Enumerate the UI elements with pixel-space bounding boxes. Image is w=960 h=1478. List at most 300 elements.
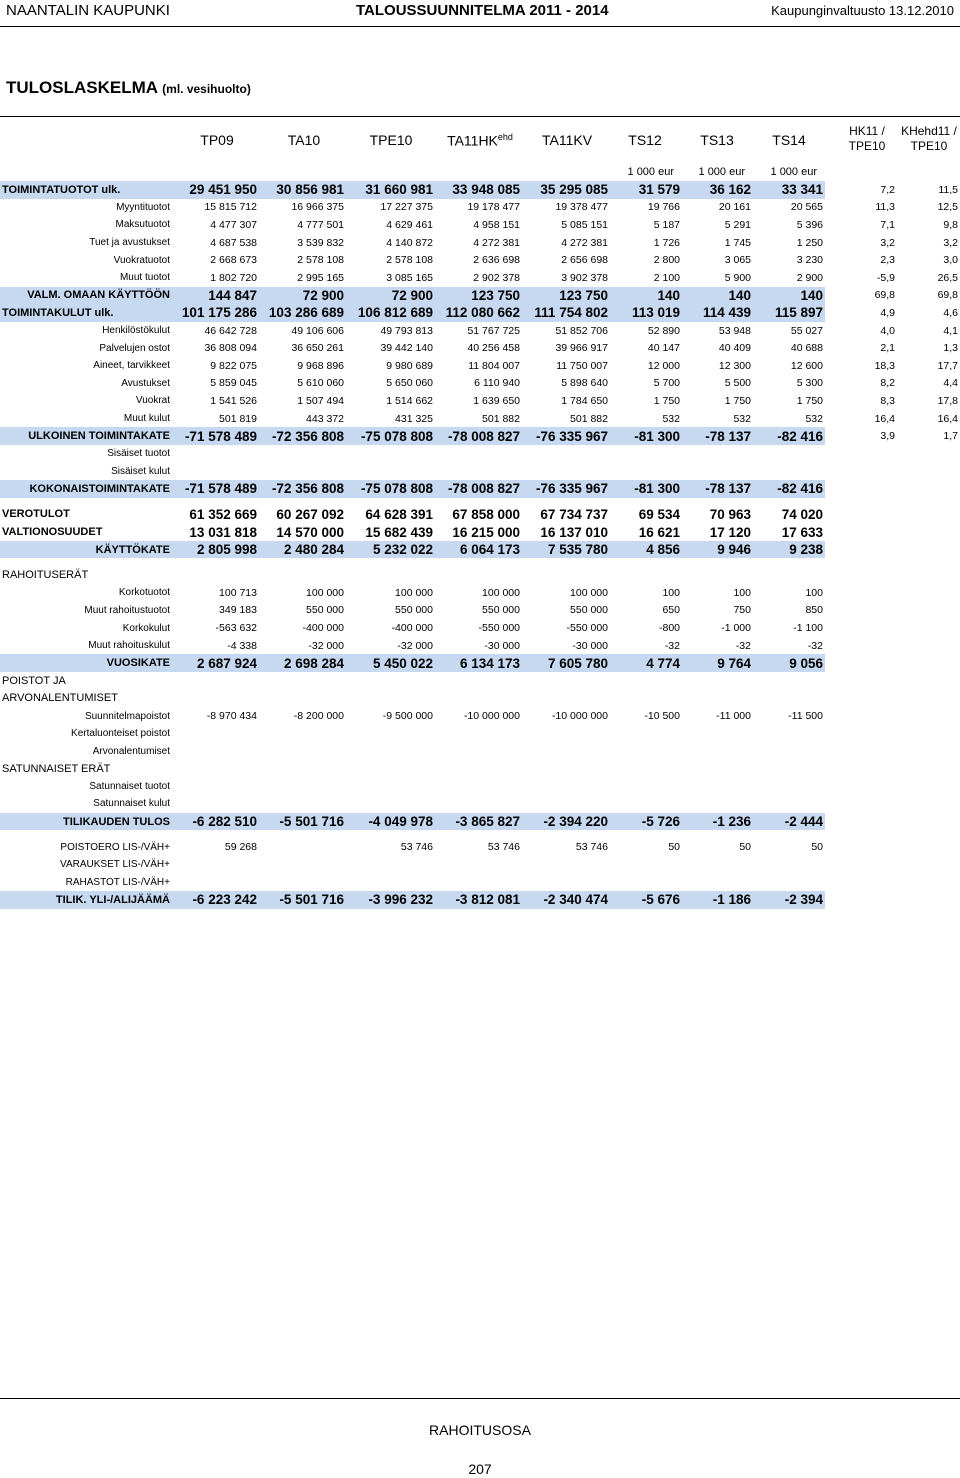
value-cell-tp09: 2 668 673 <box>210 254 257 267</box>
table-row <box>0 463 960 481</box>
value-cell-tp09: 36 808 094 <box>204 342 257 355</box>
value-cell-ta11kv <box>522 690 610 708</box>
value-cell-ta10: -5 501 716 <box>259 891 346 909</box>
ratio-hk11-cell <box>825 637 897 655</box>
ratio-khehd11-cell: 4,4 <box>943 377 958 390</box>
ratio-hk11-cell <box>825 742 897 760</box>
value-cell-ta11hk <box>435 874 522 892</box>
value-cell-tpe10: 4 629 461 <box>386 218 433 231</box>
value-cell-ta11kv: 19 378 477 <box>555 201 608 214</box>
value-cell-tpe10: -75 078 808 <box>346 480 435 498</box>
row-label: Muut tuotot <box>119 272 170 284</box>
table-row <box>0 742 960 760</box>
value-cell-ta11hk <box>435 856 522 874</box>
ratio-hk11-cell <box>825 541 897 559</box>
value-cell-tpe10: -75 078 808 <box>346 427 435 445</box>
row-label: TOIMINTAKULUT ulk. <box>0 304 172 322</box>
page-number: 207 <box>468 1461 492 1477</box>
table-row <box>0 216 960 234</box>
table-row <box>0 199 960 217</box>
table-row <box>0 410 960 428</box>
value-cell-ta11kv: 39 966 917 <box>555 342 608 355</box>
ratio-header-hk11: HK11 / TPE10 <box>848 124 886 153</box>
value-cell-ta10 <box>259 445 346 463</box>
value-cell-ta10: 5 610 060 <box>297 377 344 390</box>
value-cell-ts12: 532 <box>662 412 680 425</box>
value-cell-tpe10: -9 500 000 <box>382 710 433 723</box>
value-cell-ts14: 33 341 <box>753 181 825 199</box>
value-cell-tpe10: -400 000 <box>391 622 433 635</box>
page-title <box>6 78 251 98</box>
value-cell-ts12 <box>610 795 682 813</box>
value-cell-ts13 <box>682 445 753 463</box>
value-cell-tpe10 <box>346 760 435 778</box>
value-cell-ts13: 5 291 <box>724 218 751 231</box>
value-cell-ts13: -78 137 <box>682 480 753 498</box>
income-statement-body <box>0 181 960 909</box>
value-cell-ta11kv: 111 754 802 <box>522 304 610 322</box>
ratio-khehd11-cell: 26,5 <box>937 271 958 284</box>
value-cell-ts14 <box>753 725 825 743</box>
value-cell-ts14 <box>753 874 825 892</box>
value-cell-ta10: 2 698 284 <box>259 654 346 672</box>
table-row <box>0 304 960 322</box>
value-cell-tp09: -6 223 242 <box>172 891 259 909</box>
title-main: TULOSLASKELMA <box>6 78 158 97</box>
value-cell-ts13: 70 963 <box>709 506 751 522</box>
value-cell-ta10 <box>259 874 346 892</box>
value-cell-ts13: 36 162 <box>682 181 753 199</box>
unit-label-ts14: 1 000 eur <box>770 166 817 178</box>
value-cell-ta10: -32 000 <box>308 639 344 652</box>
value-cell-ta10: -5 501 716 <box>259 813 346 831</box>
value-cell-ta11kv: 51 852 706 <box>555 324 608 337</box>
value-cell-ta10: 4 777 501 <box>297 218 344 231</box>
row-label: Aineet, tarvikkeet <box>93 360 170 372</box>
value-cell-tp09: 2 805 998 <box>172 541 259 559</box>
value-cell-ts13: 532 <box>733 412 751 425</box>
value-cell-ts12 <box>610 742 682 760</box>
table-row <box>0 891 960 909</box>
value-cell-tpe10: 39 442 140 <box>380 342 433 355</box>
value-cell-ta11kv: 3 902 378 <box>561 271 608 284</box>
value-cell-ts12: 140 <box>610 287 682 305</box>
title-sub: (ml. vesihuolto) <box>162 82 251 96</box>
value-cell-ta11hk <box>435 672 522 690</box>
value-cell-ta11hk: 33 948 085 <box>435 181 522 199</box>
value-cell-ts14: 850 <box>805 604 823 617</box>
table-row <box>0 234 960 252</box>
value-cell-ts14: 1 750 <box>796 394 823 407</box>
ratio-hk11-cell: 4,9 <box>880 306 895 319</box>
value-cell-ta11kv: -76 335 967 <box>522 480 610 498</box>
value-cell-tpe10: 431 325 <box>395 412 433 425</box>
value-cell-ts14 <box>753 445 825 463</box>
value-cell-ts12: 19 766 <box>647 201 680 214</box>
value-cell-ts12 <box>610 566 682 584</box>
value-cell-tp09: 13 031 818 <box>189 524 257 540</box>
value-cell-tpe10: 72 900 <box>346 287 435 305</box>
value-cell-ts13 <box>682 725 753 743</box>
value-cell-ta10 <box>259 742 346 760</box>
col-header-ta10: TA10 <box>287 132 321 148</box>
value-cell-ts12 <box>610 874 682 892</box>
value-cell-ta11kv: 16 137 010 <box>540 524 608 540</box>
ratio-header-khehd11: KHehd11 / TPE10 <box>901 124 957 153</box>
value-cell-ts12: 52 890 <box>647 324 680 337</box>
value-cell-ts12: -800 <box>658 622 680 635</box>
value-cell-ts13 <box>682 463 753 481</box>
ratio-khehd11-cell <box>897 813 960 831</box>
value-cell-tpe10: 17 227 375 <box>380 201 433 214</box>
value-cell-tp09: 61 352 669 <box>189 506 257 522</box>
value-cell-ta11hk: 2 636 698 <box>473 254 520 267</box>
value-cell-ta10: 443 372 <box>306 412 344 425</box>
ratio-hk11-cell: 8,2 <box>880 377 895 390</box>
value-cell-tpe10: 64 628 391 <box>365 506 433 522</box>
value-cell-tpe10: 4 140 872 <box>386 236 433 249</box>
value-cell-ta10: 2 578 108 <box>297 254 344 267</box>
ratio-khehd11-cell: 4,1 <box>943 324 958 337</box>
value-cell-ts12: 2 100 <box>653 271 680 284</box>
ratio-khehd11-cell <box>897 619 960 637</box>
ratio-khehd11-cell <box>897 874 960 892</box>
ratio-khehd11-cell: 1,7 <box>943 430 958 443</box>
value-cell-ts13: -1 186 <box>682 891 753 909</box>
row-label: TOIMINTATUOTOT ulk. <box>0 181 172 199</box>
value-cell-ta11hk: 11 804 007 <box>468 359 520 372</box>
table-row <box>0 813 960 831</box>
value-cell-ta11hk: 501 882 <box>482 412 520 425</box>
ratio-khehd11-cell: 16,4 <box>937 412 958 425</box>
ratio-hk11-cell <box>825 602 897 620</box>
row-label: VALTIONOSUUDET <box>2 526 103 539</box>
value-cell-ta10: 30 856 981 <box>259 181 346 199</box>
row-label: Arvonalentumiset <box>92 745 170 757</box>
value-cell-ts14: 55 027 <box>790 324 823 337</box>
value-cell-tpe10 <box>346 874 435 892</box>
value-cell-ts13: -1 236 <box>682 813 753 831</box>
value-cell-ts13 <box>682 856 753 874</box>
value-cell-ts13: 17 120 <box>709 524 751 540</box>
header-approval-date: Kaupunginvaltuusto 13.12.2010 <box>771 3 954 18</box>
value-cell-ts12: 100 <box>662 586 680 599</box>
value-cell-ta10: 14 570 000 <box>276 524 344 540</box>
value-cell-ts14: 100 <box>805 586 823 599</box>
value-cell-tp09: 15 815 712 <box>204 201 257 214</box>
ratio-khehd11-cell <box>897 707 960 725</box>
ratio-khehd11-cell: 17,7 <box>937 359 958 372</box>
header-document-title: TALOUSSUUNNITELMA 2011 - 2014 <box>356 2 609 19</box>
row-label: POISTOT JA <box>2 674 66 687</box>
value-cell-ts13 <box>682 760 753 778</box>
col-header-ta11hk-label: TA11HK <box>447 132 498 149</box>
value-cell-ts14: 3 230 <box>796 254 823 267</box>
value-cell-tp09 <box>172 795 259 813</box>
ratio-khehd11-cell <box>897 523 960 541</box>
value-cell-ta11hk: 100 000 <box>482 586 520 599</box>
value-cell-ts14: -82 416 <box>753 480 825 498</box>
value-cell-ts14: -2 444 <box>753 813 825 831</box>
value-cell-ts12: 4 774 <box>610 654 682 672</box>
value-cell-ts12: 2 800 <box>653 254 680 267</box>
row-label: KOKONAISTOIMINTAKATE <box>0 480 172 498</box>
value-cell-tp09: 9 822 075 <box>210 359 257 372</box>
row-label: Maksutuotot <box>115 219 170 231</box>
value-cell-ta11kv <box>522 445 610 463</box>
col-header-ts14: TS14 <box>772 132 806 148</box>
row-label: VEROTULOT <box>2 508 70 521</box>
table-row <box>0 619 960 637</box>
ratio-khehd11-cell <box>897 672 960 690</box>
value-cell-ta11hk: 4 272 381 <box>473 236 520 249</box>
value-cell-ta10: 550 000 <box>306 604 344 617</box>
value-cell-ts13: -1 000 <box>721 622 751 635</box>
value-cell-ts12: 1 726 <box>653 236 680 249</box>
col-header-tp09: TP09 <box>200 132 234 148</box>
table-row <box>0 269 960 287</box>
value-cell-tp09: -563 632 <box>215 622 257 635</box>
value-cell-tpe10 <box>346 690 435 708</box>
value-cell-ts12: 5 700 <box>653 377 680 390</box>
value-cell-ta11hk: 6 064 173 <box>435 541 522 559</box>
value-cell-ta11hk <box>435 725 522 743</box>
value-cell-ta11kv: 5 898 640 <box>561 377 608 390</box>
ratio-khehd11-cell: 11,5 <box>938 183 958 196</box>
value-cell-tp09: 101 175 286 <box>172 304 259 322</box>
value-cell-ts14 <box>753 760 825 778</box>
row-label: Palvelujen ostot <box>99 342 170 354</box>
col-header-tpe10: TPE10 <box>369 132 413 148</box>
ratio-khehd11-cell <box>897 506 960 524</box>
value-cell-ts12 <box>610 690 682 708</box>
value-cell-ta10: 3 539 832 <box>297 236 344 249</box>
value-cell-ta11kv <box>522 874 610 892</box>
table-row <box>0 584 960 602</box>
value-cell-tpe10: 100 000 <box>395 586 433 599</box>
value-cell-ta11hk: -550 000 <box>478 622 520 635</box>
ratio-khehd11-cell <box>897 584 960 602</box>
ratio-khehd11-cell: 9,8 <box>943 218 958 231</box>
ratio-hk11-cell <box>825 566 897 584</box>
value-cell-ta11hk: -3 812 081 <box>435 891 522 909</box>
table-row <box>0 602 960 620</box>
row-label: Avustukset <box>121 377 170 389</box>
value-cell-tpe10: 1 514 662 <box>386 394 433 407</box>
value-cell-ts14 <box>753 742 825 760</box>
value-cell-tp09 <box>172 778 259 796</box>
ratio-khehd11-cell <box>897 463 960 481</box>
value-cell-ta11kv: -2 340 474 <box>522 891 610 909</box>
value-cell-tpe10 <box>346 742 435 760</box>
ratio-hk11-cell <box>825 795 897 813</box>
ratio-khehd11-cell <box>897 891 960 909</box>
value-cell-ta11hk: -10 000 000 <box>463 710 520 723</box>
value-cell-ta10: 36 650 261 <box>291 342 344 355</box>
ratio-khehd11-cell <box>897 856 960 874</box>
ratio-khehd11-cell <box>897 480 960 498</box>
value-cell-ta11hk: 6 134 173 <box>435 654 522 672</box>
table-row <box>0 760 960 778</box>
value-cell-ta10: 103 286 689 <box>259 304 346 322</box>
value-cell-ts14: 9 238 <box>753 541 825 559</box>
row-label: SATUNNAISET ERÄT <box>2 762 111 775</box>
ratio-hk11-cell <box>825 523 897 541</box>
table-row <box>0 778 960 796</box>
value-cell-tpe10 <box>346 463 435 481</box>
value-cell-ta11hk: 6 110 940 <box>474 377 520 390</box>
value-cell-ts13: 9 946 <box>682 541 753 559</box>
header-divider <box>0 26 960 27</box>
value-cell-ts13: 3 065 <box>724 254 751 267</box>
value-cell-ts14: -32 <box>807 639 823 652</box>
spacer-cell <box>0 830 960 838</box>
value-cell-ts12 <box>610 778 682 796</box>
value-cell-ta10: 49 106 606 <box>291 324 344 337</box>
col-header-ta11hk <box>435 132 525 149</box>
value-cell-tpe10: 5 650 060 <box>386 377 433 390</box>
value-cell-ts12: 16 621 <box>638 524 680 540</box>
value-cell-ta11kv: 4 272 381 <box>561 236 608 249</box>
value-cell-ta10: 16 966 375 <box>291 201 344 214</box>
value-cell-ts13: 40 409 <box>718 342 751 355</box>
ratio-khehd11-cell <box>897 838 960 856</box>
ratio-hk11-cell: 69,8 <box>874 289 895 302</box>
value-cell-tp09: 4 687 538 <box>210 236 257 249</box>
value-cell-tp09 <box>172 760 259 778</box>
value-cell-ts12: 69 534 <box>638 506 680 522</box>
value-cell-ts14: 5 300 <box>796 377 823 390</box>
ratio-khehd11-cell <box>897 445 960 463</box>
value-cell-ts13: 9 764 <box>682 654 753 672</box>
table-row <box>0 725 960 743</box>
value-cell-tpe10: 31 660 981 <box>346 181 435 199</box>
value-cell-ts12: -81 300 <box>610 480 682 498</box>
ratio-khehd11-cell <box>897 725 960 743</box>
value-cell-ta11kv <box>522 760 610 778</box>
value-cell-ts12: -5 726 <box>610 813 682 831</box>
row-label: KÄYTTÖKATE <box>0 541 172 559</box>
row-label: Sisäiset tuotot <box>107 448 170 460</box>
value-cell-ta10 <box>259 795 346 813</box>
value-cell-ta11hk: -78 008 827 <box>435 427 522 445</box>
col-header-ts12: TS12 <box>628 132 662 148</box>
value-cell-ta11kv <box>522 566 610 584</box>
value-cell-ts14: -11 500 <box>788 710 823 723</box>
ratio-hk11-cell <box>825 690 897 708</box>
value-cell-ta11hk: 40 256 458 <box>467 342 520 355</box>
value-cell-ts13 <box>682 566 753 584</box>
value-cell-tp09: 5 859 045 <box>210 377 257 390</box>
row-label: VARAUKSET LIS-/VÄH+ <box>60 859 170 871</box>
ratio-hk11-cell: 16,4 <box>874 412 895 425</box>
table-row <box>0 181 960 199</box>
ratio-hk11-cell: 11,3 <box>875 201 895 214</box>
row-label: ULKOINEN TOIMINTAKATE <box>0 427 172 445</box>
value-cell-ts13: 50 <box>739 841 751 854</box>
value-cell-tp09: -6 282 510 <box>172 813 259 831</box>
value-cell-tpe10: 53 746 <box>400 841 433 854</box>
value-cell-ts13: 12 300 <box>718 359 751 372</box>
value-cell-ta11kv: 5 085 151 <box>561 218 608 231</box>
ratio-hk11-cell <box>825 445 897 463</box>
ratio-hk11-cell <box>825 506 897 524</box>
table-row <box>0 392 960 410</box>
row-label: POISTOERO LIS-/VÄH+ <box>60 841 170 853</box>
value-cell-tp09 <box>172 856 259 874</box>
value-cell-ts14: 12 600 <box>790 359 823 372</box>
ratio-hk11-cell: 2,1 <box>880 342 895 355</box>
value-cell-ta11kv: 7 605 780 <box>522 654 610 672</box>
value-cell-ts14 <box>753 566 825 584</box>
value-cell-ta10: 60 267 092 <box>276 506 344 522</box>
value-cell-ta11kv <box>522 463 610 481</box>
value-cell-ts13 <box>682 672 753 690</box>
value-cell-ts12: 50 <box>668 841 680 854</box>
ratio-khehd11-cell <box>897 654 960 672</box>
value-cell-ta10: 100 000 <box>306 586 344 599</box>
value-cell-ts14: -1 100 <box>793 622 823 635</box>
value-cell-ts14: 50 <box>811 841 823 854</box>
table-row <box>0 690 960 708</box>
table-row <box>0 856 960 874</box>
value-cell-tp09: 100 713 <box>219 586 257 599</box>
value-cell-tpe10: 9 980 689 <box>386 359 433 372</box>
value-cell-ta11hk: 123 750 <box>435 287 522 305</box>
value-cell-ta10: 1 507 494 <box>297 394 344 407</box>
table-row <box>0 506 960 524</box>
value-cell-ta11kv <box>522 778 610 796</box>
ratio-khehd11-cell: 3,0 <box>943 254 958 267</box>
ratio-hk11-cell: 7,1 <box>880 218 895 231</box>
value-cell-tp09: -8 970 434 <box>206 710 257 723</box>
row-label: Korkokulut <box>122 622 170 634</box>
row-label: Sisäiset kulut <box>111 465 170 477</box>
value-cell-ta11hk <box>435 566 522 584</box>
value-cell-tpe10: 2 578 108 <box>386 254 433 267</box>
table-row <box>0 339 960 357</box>
value-cell-ts12: 40 147 <box>647 342 680 355</box>
footer-section-title: RAHOITUSOSA <box>429 1422 531 1438</box>
unit-label-ts12: 1 000 eur <box>627 166 674 178</box>
value-cell-tpe10 <box>346 725 435 743</box>
value-cell-ts12 <box>610 445 682 463</box>
ratio-hk11-cell: 3,2 <box>880 236 895 249</box>
value-cell-ta10 <box>259 856 346 874</box>
table-row <box>0 672 960 690</box>
ratio-hk11-cell <box>825 838 897 856</box>
ratio-khehd11-cell <box>897 760 960 778</box>
value-cell-ts12: 31 579 <box>610 181 682 199</box>
header-organization: NAANTALIN KAUPUNKI <box>6 2 170 19</box>
value-cell-ta11kv: 35 295 085 <box>522 181 610 199</box>
value-cell-tpe10: 5 450 022 <box>346 654 435 672</box>
unit-label-ts13: 1 000 eur <box>698 166 745 178</box>
table-row <box>0 445 960 463</box>
value-cell-ta11hk: 19 178 477 <box>467 201 520 214</box>
value-cell-tp09: 501 819 <box>219 412 257 425</box>
value-cell-ta10 <box>259 566 346 584</box>
value-cell-ta10 <box>259 690 346 708</box>
footer-divider <box>0 1398 960 1399</box>
value-cell-ta11hk <box>435 463 522 481</box>
value-cell-ts13: -32 <box>735 639 751 652</box>
value-cell-ta10 <box>259 463 346 481</box>
value-cell-tpe10: 106 812 689 <box>346 304 435 322</box>
ratio-hk11-cell <box>825 463 897 481</box>
value-cell-tp09: 46 642 728 <box>204 324 257 337</box>
value-cell-ts14: 20 565 <box>790 201 823 214</box>
